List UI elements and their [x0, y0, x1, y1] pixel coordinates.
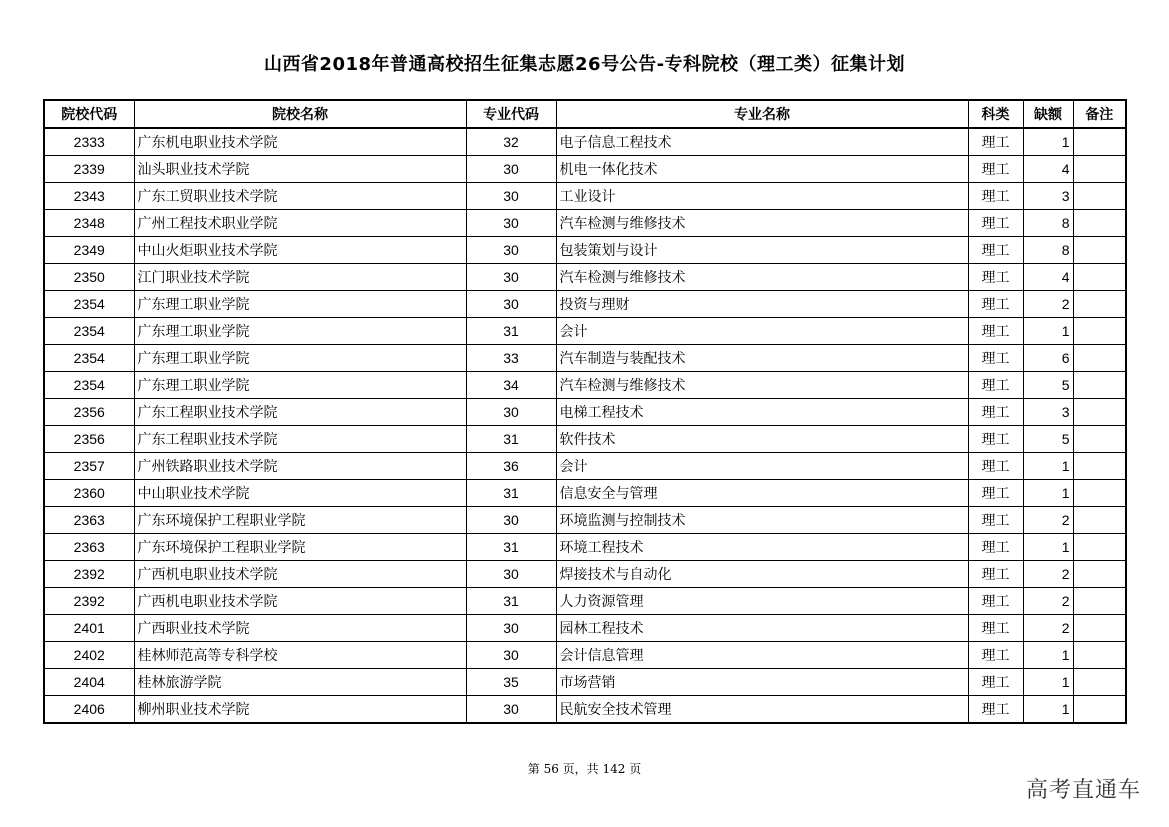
vacancy-cell: 3: [1023, 183, 1073, 210]
watermark-logo: 高考直通车: [1025, 778, 1141, 803]
vacancy-cell: 1: [1023, 696, 1073, 724]
school-name-cell: 广东理工职业学院: [134, 372, 466, 399]
major-name-cell: 民航安全技术管理: [556, 696, 968, 724]
header-major-code: 专业代码: [466, 100, 556, 128]
table-row: [44, 507, 1126, 534]
vacancy-cell: 4: [1023, 264, 1073, 291]
school-name-cell: 汕头职业技术学院: [134, 156, 466, 183]
major-name-cell: 汽车检测与维修技术: [556, 264, 968, 291]
table-row: [44, 426, 1126, 453]
school-code-cell: 2363: [44, 534, 134, 561]
school-code-cell: 2392: [44, 561, 134, 588]
school-name-cell: 中山职业技术学院: [134, 480, 466, 507]
major-code-cell: 30: [466, 615, 556, 642]
category-cell: 理工: [968, 128, 1023, 156]
category-cell: 理工: [968, 615, 1023, 642]
table-row: [44, 264, 1126, 291]
note-cell: [1073, 372, 1126, 399]
major-code-cell: 30: [466, 696, 556, 724]
major-name-cell: 汽车制造与装配技术: [556, 345, 968, 372]
table-row: [44, 399, 1126, 426]
major-name-cell: 工业设计: [556, 183, 968, 210]
major-code-cell: 30: [466, 399, 556, 426]
major-code-cell: 30: [466, 561, 556, 588]
major-name-cell: 机电一体化技术: [556, 156, 968, 183]
major-name-cell: 会计: [556, 318, 968, 345]
note-cell: [1073, 561, 1126, 588]
vacancy-cell: 2: [1023, 561, 1073, 588]
vacancy-cell: 1: [1023, 453, 1073, 480]
major-code-cell: 31: [466, 318, 556, 345]
vacancy-cell: 2: [1023, 615, 1073, 642]
note-cell: [1073, 588, 1126, 615]
category-cell: 理工: [968, 642, 1023, 669]
note-cell: [1073, 183, 1126, 210]
category-cell: 理工: [968, 669, 1023, 696]
note-cell: [1073, 345, 1126, 372]
school-code-cell: 2343: [44, 183, 134, 210]
school-code-cell: 2354: [44, 372, 134, 399]
table-body: [44, 128, 1126, 723]
school-name-cell: 桂林旅游学院: [134, 669, 466, 696]
vacancy-cell: 8: [1023, 210, 1073, 237]
major-name-cell: 会计信息管理: [556, 642, 968, 669]
vacancy-cell: 5: [1023, 372, 1073, 399]
category-cell: 理工: [968, 318, 1023, 345]
school-name-cell: 广东环境保护工程职业学院: [134, 507, 466, 534]
major-name-cell: 信息安全与管理: [556, 480, 968, 507]
vacancy-cell: 2: [1023, 507, 1073, 534]
category-cell: 理工: [968, 210, 1023, 237]
school-name-cell: 广西机电职业技术学院: [134, 588, 466, 615]
major-code-cell: 30: [466, 291, 556, 318]
school-name-cell: 广东工程职业技术学院: [134, 426, 466, 453]
table-row: [44, 183, 1126, 210]
major-name-cell: 焊接技术与自动化: [556, 561, 968, 588]
category-cell: 理工: [968, 696, 1023, 724]
note-cell: [1073, 534, 1126, 561]
vacancy-cell: 8: [1023, 237, 1073, 264]
school-code-cell: 2360: [44, 480, 134, 507]
major-code-cell: 35: [466, 669, 556, 696]
category-cell: 理工: [968, 237, 1023, 264]
note-cell: [1073, 426, 1126, 453]
major-name-cell: 电梯工程技术: [556, 399, 968, 426]
school-name-cell: 广东机电职业技术学院: [134, 128, 466, 156]
header-major-name: 专业名称: [556, 100, 968, 128]
major-name-cell: 包装策划与设计: [556, 237, 968, 264]
school-code-cell: 2348: [44, 210, 134, 237]
vacancy-cell: 1: [1023, 480, 1073, 507]
major-name-cell: 软件技术: [556, 426, 968, 453]
header-school-code: 院校代码: [44, 100, 134, 128]
major-code-cell: 31: [466, 588, 556, 615]
school-code-cell: 2350: [44, 264, 134, 291]
category-cell: 理工: [968, 372, 1023, 399]
table-row: [44, 318, 1126, 345]
table-row: [44, 561, 1126, 588]
table-row: [44, 128, 1126, 156]
major-code-cell: 31: [466, 480, 556, 507]
vacancy-cell: 1: [1023, 534, 1073, 561]
school-name-cell: 广东工贸职业技术学院: [134, 183, 466, 210]
note-cell: [1073, 128, 1126, 156]
table-row: [44, 237, 1126, 264]
school-code-cell: 2392: [44, 588, 134, 615]
table-row: [44, 588, 1126, 615]
note-cell: [1073, 669, 1126, 696]
table-row: [44, 696, 1126, 724]
school-name-cell: 中山火炬职业技术学院: [134, 237, 466, 264]
note-cell: [1073, 507, 1126, 534]
note-cell: [1073, 210, 1126, 237]
school-code-cell: 2401: [44, 615, 134, 642]
page-footer: 第 56 页，共 142 页: [527, 762, 642, 776]
table-row: [44, 372, 1126, 399]
major-name-cell: 投资与理财: [556, 291, 968, 318]
note-cell: [1073, 696, 1126, 724]
table-row: [44, 345, 1126, 372]
school-name-cell: 广西职业技术学院: [134, 615, 466, 642]
note-cell: [1073, 615, 1126, 642]
note-cell: [1073, 156, 1126, 183]
category-cell: 理工: [968, 264, 1023, 291]
school-name-cell: 广东环境保护工程职业学院: [134, 534, 466, 561]
category-cell: 理工: [968, 345, 1023, 372]
table-row: [44, 534, 1126, 561]
note-cell: [1073, 399, 1126, 426]
category-cell: 理工: [968, 561, 1023, 588]
header-vacancy: 缺额: [1023, 100, 1073, 128]
table-row: [44, 210, 1126, 237]
major-code-cell: 31: [466, 426, 556, 453]
category-cell: 理工: [968, 183, 1023, 210]
table-header-row: [44, 100, 1126, 128]
school-name-cell: 广州铁路职业技术学院: [134, 453, 466, 480]
major-code-cell: 31: [466, 534, 556, 561]
school-code-cell: 2349: [44, 237, 134, 264]
school-code-cell: 2339: [44, 156, 134, 183]
major-code-cell: 33: [466, 345, 556, 372]
school-code-cell: 2356: [44, 399, 134, 426]
header-category: 科类: [968, 100, 1023, 128]
vacancy-cell: 1: [1023, 642, 1073, 669]
school-name-cell: 广东理工职业学院: [134, 345, 466, 372]
major-name-cell: 市场营销: [556, 669, 968, 696]
vacancy-cell: 6: [1023, 345, 1073, 372]
school-code-cell: 2354: [44, 345, 134, 372]
major-name-cell: 汽车检测与维修技术: [556, 210, 968, 237]
major-code-cell: 30: [466, 210, 556, 237]
school-code-cell: 2363: [44, 507, 134, 534]
school-name-cell: 广东理工职业学院: [134, 318, 466, 345]
vacancy-cell: 1: [1023, 128, 1073, 156]
note-cell: [1073, 642, 1126, 669]
school-name-cell: 江门职业技术学院: [134, 264, 466, 291]
major-code-cell: 32: [466, 128, 556, 156]
major-name-cell: 环境监测与控制技术: [556, 507, 968, 534]
table-row: [44, 156, 1126, 183]
school-name-cell: 柳州职业技术学院: [134, 696, 466, 724]
school-name-cell: 广州工程技术职业学院: [134, 210, 466, 237]
school-name-cell: 广东理工职业学院: [134, 291, 466, 318]
major-name-cell: 电子信息工程技术: [556, 128, 968, 156]
category-cell: 理工: [968, 480, 1023, 507]
major-code-cell: 34: [466, 372, 556, 399]
table-row: [44, 480, 1126, 507]
category-cell: 理工: [968, 534, 1023, 561]
school-code-cell: 2354: [44, 291, 134, 318]
major-code-cell: 30: [466, 156, 556, 183]
category-cell: 理工: [968, 453, 1023, 480]
note-cell: [1073, 318, 1126, 345]
note-cell: [1073, 480, 1126, 507]
category-cell: 理工: [968, 507, 1023, 534]
vacancy-cell: 1: [1023, 318, 1073, 345]
table-row: [44, 453, 1126, 480]
school-code-cell: 2406: [44, 696, 134, 724]
school-code-cell: 2356: [44, 426, 134, 453]
school-code-cell: 2333: [44, 128, 134, 156]
note-cell: [1073, 264, 1126, 291]
school-code-cell: 2404: [44, 669, 134, 696]
category-cell: 理工: [968, 426, 1023, 453]
header-note: 备注: [1073, 100, 1126, 128]
table-row: [44, 642, 1126, 669]
document-title: 山西省2018年普通高校招生征集志愿26号公告-专科院校（理工类）征集计划: [263, 54, 906, 75]
note-cell: [1073, 453, 1126, 480]
school-code-cell: 2354: [44, 318, 134, 345]
table-row: [44, 669, 1126, 696]
table-row: [44, 291, 1126, 318]
vacancy-cell: 5: [1023, 426, 1073, 453]
table-row: [44, 615, 1126, 642]
major-code-cell: 30: [466, 642, 556, 669]
enrollment-plan-table: [43, 99, 1127, 724]
major-code-cell: 36: [466, 453, 556, 480]
major-code-cell: 30: [466, 237, 556, 264]
school-name-cell: 广东工程职业技术学院: [134, 399, 466, 426]
vacancy-cell: 4: [1023, 156, 1073, 183]
major-name-cell: 汽车检测与维修技术: [556, 372, 968, 399]
note-cell: [1073, 237, 1126, 264]
header-school-name: 院校名称: [134, 100, 466, 128]
category-cell: 理工: [968, 156, 1023, 183]
school-code-cell: 2357: [44, 453, 134, 480]
category-cell: 理工: [968, 291, 1023, 318]
category-cell: 理工: [968, 399, 1023, 426]
vacancy-cell: 2: [1023, 588, 1073, 615]
major-name-cell: 人力资源管理: [556, 588, 968, 615]
school-name-cell: 桂林师范高等专科学校: [134, 642, 466, 669]
school-name-cell: 广西机电职业技术学院: [134, 561, 466, 588]
major-name-cell: 园林工程技术: [556, 615, 968, 642]
vacancy-cell: 1: [1023, 669, 1073, 696]
note-cell: [1073, 291, 1126, 318]
major-name-cell: 会计: [556, 453, 968, 480]
category-cell: 理工: [968, 588, 1023, 615]
major-code-cell: 30: [466, 183, 556, 210]
major-name-cell: 环境工程技术: [556, 534, 968, 561]
vacancy-cell: 2: [1023, 291, 1073, 318]
school-code-cell: 2402: [44, 642, 134, 669]
vacancy-cell: 3: [1023, 399, 1073, 426]
major-code-cell: 30: [466, 264, 556, 291]
major-code-cell: 30: [466, 507, 556, 534]
